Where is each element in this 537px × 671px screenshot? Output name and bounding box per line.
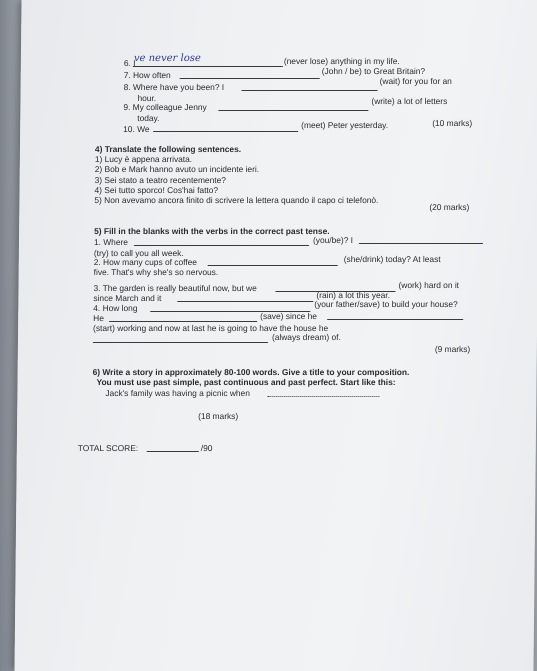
section5-title: 5) Fill in the blanks with the verbs in the correct past tense. (94, 226, 330, 236)
q10-blank[interactable] (153, 131, 298, 132)
s5-line10: (always dream) of. (271, 332, 341, 342)
s5-line5-b: (work) hard on it (398, 280, 460, 290)
q10-text-b: (meet) Peter yesterday. (301, 120, 389, 130)
s5-line6-a: since March and it (93, 293, 162, 303)
q6-blank[interactable] (133, 66, 283, 67)
section6-subtitle: You must use past simple, past continuous and past perfect. Start like this: (96, 377, 396, 387)
section6-marks: (18 marks) (198, 411, 239, 421)
s5-line8-a: He (93, 313, 104, 323)
section5-marks: (9 marks) (434, 344, 471, 354)
q7-text-a: 7. How often (123, 70, 171, 80)
s5-line3-b: (she/drink) today? At least (343, 254, 441, 264)
section4-item-3: 3) Sei stato a teatro recentemente? (94, 175, 226, 185)
s5-line8-b: (save) since he (260, 311, 318, 321)
s5-line3-a: 2. How many cups of coffee (93, 257, 198, 267)
s5-blank-8[interactable] (327, 319, 463, 320)
q8-text-a: 8. Where have you been? I (123, 82, 225, 92)
section6-starter: Jack's family was having a picnic when (105, 388, 250, 398)
q7-blank[interactable] (180, 78, 320, 79)
total-score-label: TOTAL SCORE: (77, 443, 139, 453)
part3-marks: (10 marks) (432, 118, 473, 128)
q8-blank[interactable] (242, 90, 378, 91)
q6-text: (never lose) anything in my life. (283, 56, 400, 66)
q9-text-a: 9. My colleague Jenny (123, 102, 207, 112)
total-score-max: /90 (200, 443, 213, 453)
q9-blank[interactable] (218, 110, 368, 111)
section4-item-2: 2) Bob e Mark hanno avuto un incidente ieri. (94, 164, 260, 174)
q7-text-b: (John / be) to Great Britain? (321, 66, 426, 76)
q6-number: 6. I (123, 58, 136, 68)
s5-line6-b: (rain) a lot this year. (316, 290, 391, 300)
s5-blank-1[interactable] (134, 245, 309, 246)
section4-title: 4) Translate the following sentences. (94, 144, 242, 154)
worksheet-page (14, 0, 537, 671)
section6-starter-blank[interactable] (267, 396, 379, 397)
s5-line4: five. That's why she's so nervous. (93, 267, 219, 277)
s5-line1-b: (you/be)? I (312, 235, 354, 245)
s5-blank-2[interactable] (359, 243, 483, 244)
section6-title: 6) Write a story in approximately 80-100 words. Give a title to your composition. (92, 367, 410, 377)
section4-item-1: 1) Lucy è appena arrivata. (94, 154, 193, 164)
s5-line2: (try) to call you all week. (93, 248, 184, 258)
s5-line7-a: 4. How long (93, 303, 138, 313)
q8-text-b: (wait) for you for an (379, 76, 452, 86)
s5-line5-a: 3. The garden is really beautiful now, but we (93, 283, 257, 293)
q8-text-c: hour. (137, 93, 157, 103)
s5-blank-7[interactable] (109, 321, 257, 322)
q9-text-b: (write) a lot of letters (371, 96, 448, 106)
section4-item-4: 4) Sei tutto sporco! Cos'hai fatto? (94, 185, 219, 195)
s5-line7-b: (your father/save) to build your house? (314, 299, 458, 309)
q10-text-a: 10. We (123, 124, 150, 134)
s5-blank-5[interactable] (177, 301, 313, 302)
total-score-blank[interactable] (147, 451, 199, 452)
q6-handwritten-answer: ve never lose (133, 53, 201, 64)
s5-line1-a: 1. Where (93, 237, 129, 247)
s5-blank-3[interactable] (208, 265, 338, 266)
section4-marks: (20 marks) (429, 202, 470, 212)
section4-item-5: 5) Non avevamo ancora finito di scrivere la lettera quando il capo ci telefonò. (94, 195, 379, 205)
s5-blank-9[interactable] (93, 342, 268, 343)
s5-line9: (start) working and now at last he is going to have the house he (93, 323, 329, 333)
q9-text-c: today. (137, 113, 160, 123)
